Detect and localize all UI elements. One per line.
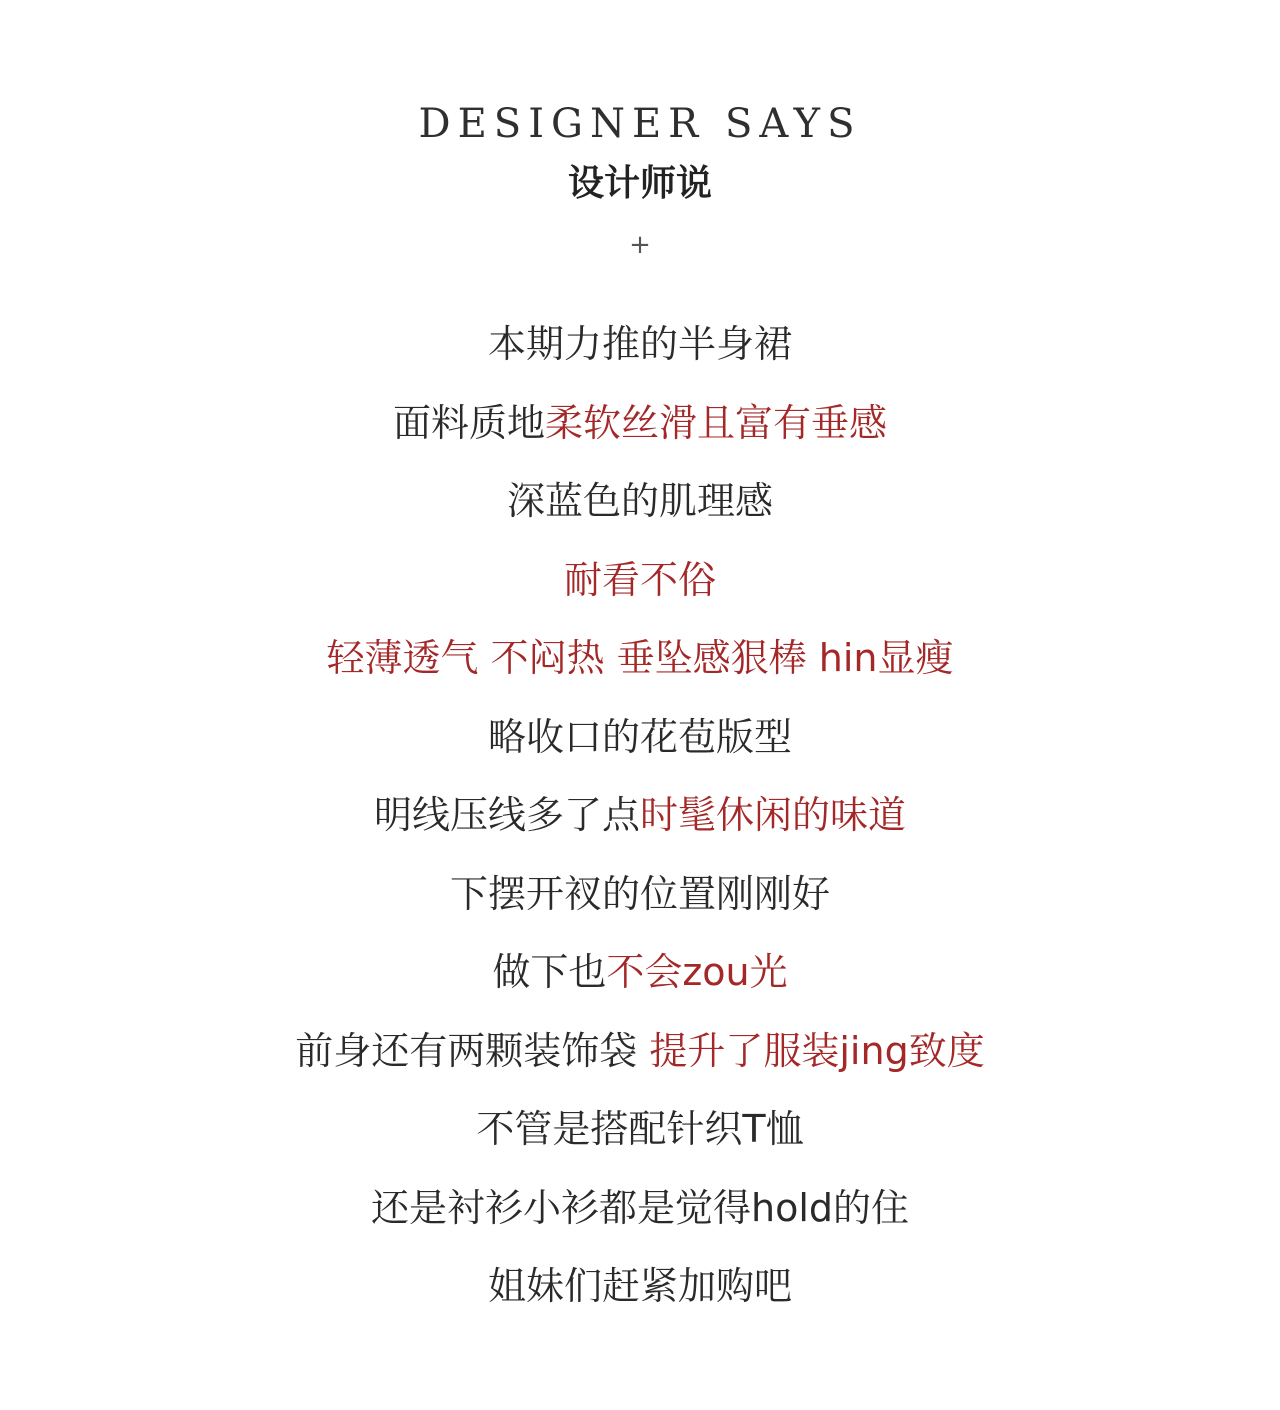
line-text: 本期力推的半身裙 (487, 322, 792, 366)
line-text: 还是衬衫小衫都是觉得hold的住 (370, 1185, 909, 1230)
description-line (0, 552, 1280, 631)
description-line (0, 1023, 1280, 1102)
title-en: DESIGNER SAYS (418, 101, 862, 147)
plus-divider-icon: + (629, 230, 651, 260)
line-text: 面料质地 (392, 400, 545, 445)
line-text-highlight: 耐看不俗 (563, 557, 716, 602)
line-text: 姐妹们赶紧加购吧 (487, 1264, 792, 1308)
line-text-highlight: 轻薄透气 不闷热 垂坠感狠棒 hin显瘦 (326, 636, 954, 680)
description-line (0, 1101, 1280, 1180)
line-text: 下摆开衩的位置刚刚好 (449, 871, 830, 916)
line-text-highlight: 提升了服装jing致度 (649, 1028, 985, 1073)
description-line (0, 1258, 1280, 1337)
line-text: 明线压线多了点 (373, 793, 640, 837)
line-text-highlight: 柔软丝滑且富有垂感 (545, 400, 888, 445)
description-line (0, 630, 1280, 709)
description-line (0, 473, 1280, 552)
description-line (0, 787, 1280, 866)
description-line (0, 709, 1280, 788)
description-line (0, 1180, 1280, 1259)
description-line (0, 316, 1280, 395)
title-zh: 设计师说 (567, 163, 712, 204)
description-line (0, 944, 1280, 1023)
line-text: 不管是搭配针织T恤 (476, 1107, 804, 1151)
line-text: 深蓝色的肌理感 (506, 479, 773, 523)
description-line (0, 866, 1280, 945)
line-text: 略收口的花苞版型 (487, 714, 792, 759)
line-text: 做下也 (492, 950, 607, 994)
line-text-highlight: 时髦休闲的味道 (640, 793, 907, 837)
line-text: 前身还有两颗装饰袋 (295, 1028, 650, 1073)
line-text-highlight: 不会zou光 (606, 950, 788, 994)
description-line (0, 395, 1280, 474)
description-lines (0, 316, 1280, 1337)
